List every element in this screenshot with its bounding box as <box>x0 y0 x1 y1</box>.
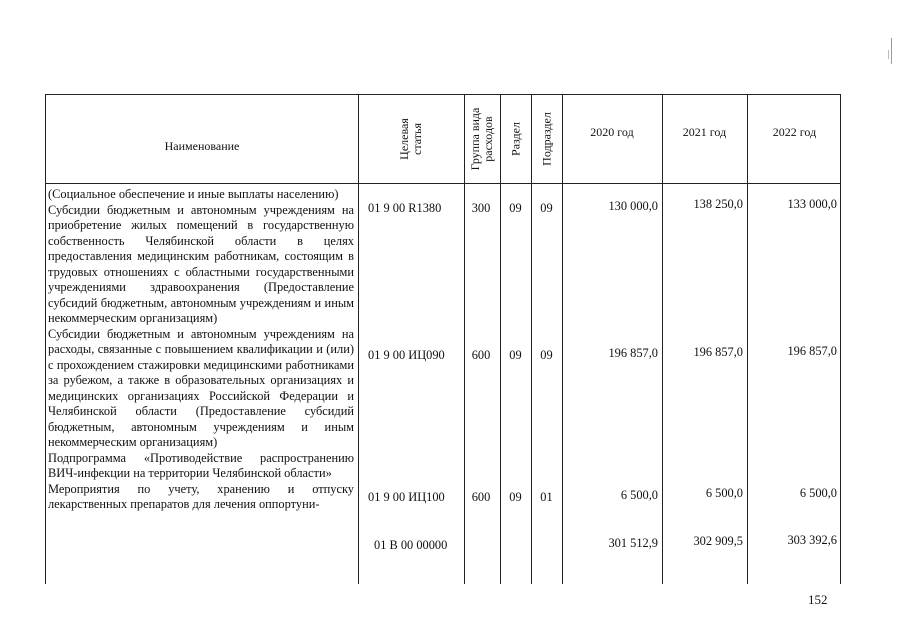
col-divider <box>747 95 748 584</box>
row-subsection: 09 <box>540 201 553 215</box>
row-name: Мероприятия по учету, хранению и отпуску лекарственных препаратов для лечения оппортуни- <box>48 481 354 511</box>
row-group: 300 <box>471 201 491 215</box>
col-divider <box>662 95 663 584</box>
row-2021: 138 250,0 <box>693 197 743 211</box>
row-2022: 133 000,0 <box>787 197 837 211</box>
col-divider <box>500 95 501 584</box>
header-section: Раздел <box>508 122 523 156</box>
row-code: 01 В 00 00000 <box>374 538 448 552</box>
header-2020: 2020 год <box>590 125 634 139</box>
row-group: 600 <box>471 348 491 362</box>
row-2020: 196 857,0 <box>608 346 658 360</box>
col-divider <box>562 95 563 584</box>
row-section: 09 <box>509 490 522 504</box>
row-name: Подпрограмма «Противодействие распространению ВИЧ-инфекции на территории Челябинской области» <box>48 450 354 480</box>
header-name: Наименование <box>164 139 240 153</box>
scan-margin-mark <box>891 38 892 64</box>
page-number: 152 <box>808 592 828 607</box>
header-2022: 2022 год <box>772 125 817 139</box>
row-2021: 302 909,5 <box>693 534 743 548</box>
row-2022: 6 500,0 <box>799 486 837 500</box>
row-group: 600 <box>471 490 491 504</box>
row-code: 01 9 00 ИЦ090 <box>368 348 445 362</box>
row-2020: 301 512,9 <box>608 536 658 550</box>
row-2021: 6 500,0 <box>705 486 743 500</box>
row-name: Субсидии бюджетным и автономным учреждениям на приобретение жилых помещений в государственную собственность Челябинской области в целях предоставления медицинским работникам, состоящим в трудовых отношениях с областными государственными учреждениями здравоохранения (Предоставление субсидий бюджетным, автономным учреждениям и иным некоммерческим организациям) <box>48 202 354 325</box>
col-divider <box>358 95 359 584</box>
header-subsection: Подраздел <box>539 112 554 166</box>
col-divider <box>531 95 532 584</box>
row-2021: 196 857,0 <box>693 345 743 359</box>
col-divider <box>464 95 465 584</box>
header-divider <box>46 183 840 184</box>
header-2021: 2021 год <box>682 125 727 139</box>
row-subsection: 09 <box>540 348 553 362</box>
row-2022: 303 392,6 <box>787 533 837 547</box>
row-2020: 6 500,0 <box>620 488 658 502</box>
row-section: 09 <box>509 201 522 215</box>
header-expense-group: Группа вида расходов <box>468 107 495 171</box>
name-column <box>48 187 354 513</box>
row-section: 09 <box>509 348 522 362</box>
header-target-article: Целевая статья <box>397 118 424 160</box>
row-2022: 196 857,0 <box>787 344 837 358</box>
row-name: Субсидии бюджетным и автономным учреждениям на расходы, связанные с повышением квалификации и (или) с прохождением стажировки медицинскими работниками за рубежом, а также в образовательных организациях и медицинских организациях Российской Федерации и Челябинской области (Предоставление субсидий бюджетным, автономным учреждениям и иным некоммерческим организациям) <box>48 326 354 449</box>
row-code: 01 9 00 ИЦ100 <box>368 490 445 504</box>
row-name: (Социальное обеспечение и иные выплаты населению) <box>48 187 339 201</box>
row-code: 01 9 00 R1380 <box>368 201 442 215</box>
row-2020: 130 000,0 <box>608 199 658 213</box>
row-subsection: 01 <box>540 490 553 504</box>
scan-margin-mark-small <box>888 50 889 59</box>
